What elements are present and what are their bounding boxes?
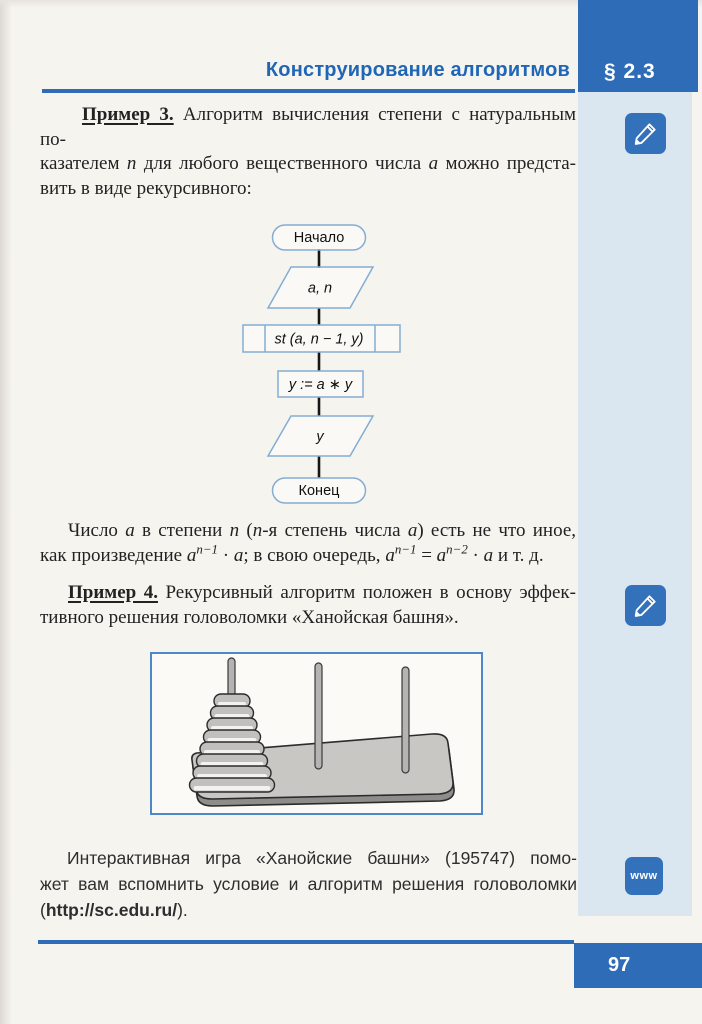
text-segment: в степени (134, 520, 230, 541)
header-rule (42, 89, 575, 93)
text-segment: как произведение (40, 544, 187, 566)
page-number: 97 (608, 954, 631, 976)
flowchart-end-label: Конец (298, 483, 340, 499)
flowchart-power-algorithm (216, 220, 424, 510)
chapter-title: Конструирование алгоритмов (265, 59, 570, 81)
paragraph-example-4 (40, 581, 576, 630)
paragraph-web-note (40, 845, 577, 923)
text-line (40, 871, 577, 897)
variable-a: a (428, 153, 439, 175)
hanoi-peg-middle (315, 663, 322, 769)
pencil-glyph (631, 591, 660, 620)
variable-a: a (407, 520, 418, 541)
text-segment: для любого вещественного числа (136, 153, 429, 175)
text-segment: -я степень числа (262, 520, 408, 541)
text-segment: казателем (40, 153, 127, 175)
hanoi-disk (190, 778, 275, 792)
variable-n: n (126, 153, 137, 175)
section-badge (578, 0, 698, 92)
text-segment: · (218, 544, 234, 566)
page-edge-shadow (0, 0, 12, 1024)
exponent: n−1 (196, 541, 218, 557)
text-line (40, 541, 576, 569)
paragraph-power-explanation (40, 519, 576, 568)
text-line (40, 177, 576, 202)
exponent: n−2 (446, 541, 468, 557)
variable-a: a (436, 544, 447, 566)
text-segment: вить в виде рекурсивного: (40, 177, 252, 199)
example-4-label: Пример 4. (68, 582, 158, 603)
text-line (40, 606, 576, 631)
variable-a: a (233, 544, 244, 566)
www-icon-label: www (630, 870, 658, 882)
flowchart-subroutine-label: st (a, n − 1, y) (274, 331, 364, 348)
hanoi-peg-right (402, 667, 409, 773)
example-3-label: Пример 3. (82, 104, 174, 125)
exponent: n−1 (394, 541, 417, 557)
text-segment: ) есть не что иное, (417, 520, 577, 541)
variable-a: a (483, 544, 494, 566)
variable-a: a (125, 520, 135, 541)
text-segment: ). (177, 900, 188, 920)
text-segment: ( (40, 900, 46, 920)
text-line (40, 845, 577, 871)
text-segment: можно предста- (438, 153, 577, 175)
variable-n: n (229, 520, 240, 541)
text-segment: ; в свою очередь, (243, 544, 386, 566)
text-line (40, 897, 577, 923)
footer-rule (38, 940, 574, 944)
hanoi-disk-stack (190, 694, 275, 792)
text-segment: Интерактивная игра «Ханойские башни» (195747) помо- (67, 848, 577, 868)
www-icon (625, 857, 663, 895)
variable-n: n (252, 520, 263, 541)
text-segment: и т. д. (493, 544, 544, 566)
pencil-glyph (631, 119, 660, 148)
hanoi-figure (150, 652, 483, 815)
flowchart-process-label: y := a ∗ y (288, 377, 353, 393)
variable-a: a (385, 544, 395, 566)
section-number: § 2.3 (604, 60, 656, 83)
pencil-icon (625, 113, 666, 154)
text-segment: = (416, 544, 437, 566)
resource-url: http://sc.edu.ru/ (45, 900, 178, 920)
text-segment: ( (239, 520, 253, 541)
paragraph-example-3 (40, 103, 576, 201)
page-number-badge (574, 943, 702, 988)
margin-strip (578, 90, 692, 916)
text-segment: тивного решения головоломки «Ханойская башня». (40, 606, 459, 628)
variable-a: a (186, 544, 197, 566)
text-line (40, 152, 576, 177)
text-line (40, 103, 576, 152)
text-segment: · (467, 544, 484, 566)
text-line (40, 581, 576, 606)
text-segment: Число (68, 520, 126, 541)
pencil-icon (625, 585, 666, 626)
text-segment: жет вам вспомнить условие и алгоритм решения головоломки (40, 874, 577, 894)
flowchart-input-label: a, n (307, 280, 333, 297)
flowchart-output-label: y (316, 429, 324, 445)
flowchart-start-label: Начало (293, 230, 345, 246)
text-segment: Алгоритм вычисления степени с натуральным по- (40, 104, 576, 150)
hanoi-drawing (152, 654, 481, 813)
text-segment: Рекурсивный алгоритм положен в основу эффек- (157, 582, 576, 603)
text-line (40, 519, 576, 544)
